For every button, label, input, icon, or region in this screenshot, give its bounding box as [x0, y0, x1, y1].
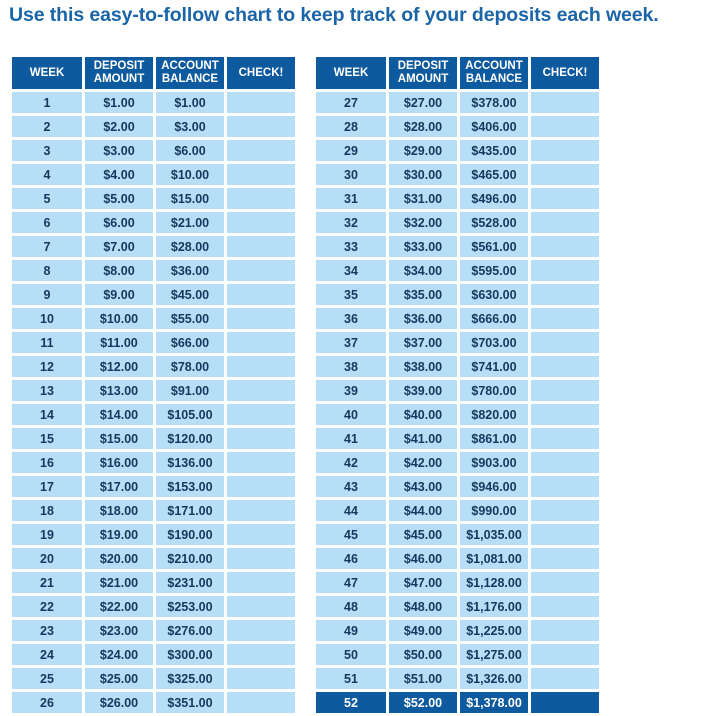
check-cell[interactable]	[227, 140, 295, 161]
week-cell: 24	[12, 644, 82, 665]
account-balance-cell: $406.00	[460, 116, 528, 137]
week-cell: 40	[316, 404, 386, 425]
table-row	[316, 644, 599, 665]
check-cell[interactable]	[531, 380, 599, 401]
deposit-amount-cell: $15.00	[85, 428, 153, 449]
deposit-amount-cell: $42.00	[389, 452, 457, 473]
account-balance-cell: $231.00	[156, 572, 224, 593]
account-balance-cell: $171.00	[156, 500, 224, 521]
week-cell: 45	[316, 524, 386, 545]
account-balance-cell: $703.00	[460, 332, 528, 353]
week-cell: 33	[316, 236, 386, 257]
deposit-amount-cell: $7.00	[85, 236, 153, 257]
table-row	[316, 164, 599, 185]
check-cell[interactable]	[531, 452, 599, 473]
week-cell: 2	[12, 116, 82, 137]
check-cell[interactable]	[227, 692, 295, 713]
table-header-row	[12, 57, 295, 89]
table-row	[12, 212, 295, 233]
check-column-header: CHECK!	[531, 57, 599, 89]
table-row	[12, 260, 295, 281]
check-cell[interactable]	[531, 644, 599, 665]
check-cell[interactable]	[531, 308, 599, 329]
week-cell: 48	[316, 596, 386, 617]
week-cell: 1	[12, 92, 82, 113]
account-balance-cell: $378.00	[460, 92, 528, 113]
table-row	[316, 500, 599, 521]
table-row	[316, 140, 599, 161]
deposit-amount-cell: $40.00	[389, 404, 457, 425]
table-row	[12, 428, 295, 449]
table-row	[316, 332, 599, 353]
table-row	[12, 476, 295, 497]
account-balance-cell: $136.00	[156, 452, 224, 473]
week-cell: 18	[12, 500, 82, 521]
deposit-amount-cell: $45.00	[389, 524, 457, 545]
account-balance-cell: $435.00	[460, 140, 528, 161]
table-header-row	[316, 57, 599, 89]
deposit-amount-cell: $52.00	[389, 692, 457, 713]
check-cell[interactable]	[227, 188, 295, 209]
account-balance-cell: $36.00	[156, 260, 224, 281]
week-cell: 13	[12, 380, 82, 401]
week-cell: 15	[12, 428, 82, 449]
account-balance-cell: $465.00	[460, 164, 528, 185]
check-cell[interactable]	[531, 548, 599, 569]
account-balance-cell: $528.00	[460, 212, 528, 233]
check-cell[interactable]	[531, 524, 599, 545]
check-cell[interactable]	[227, 356, 295, 377]
check-cell[interactable]	[227, 524, 295, 545]
week-cell: 31	[316, 188, 386, 209]
week-cell: 30	[316, 164, 386, 185]
check-cell[interactable]	[531, 236, 599, 257]
table-row	[12, 548, 295, 569]
week-cell: 20	[12, 548, 82, 569]
account-balance-cell: $351.00	[156, 692, 224, 713]
deposit-amount-cell: $8.00	[85, 260, 153, 281]
table-row	[12, 500, 295, 521]
deposit-amount-cell: $50.00	[389, 644, 457, 665]
account-balance-cell: $210.00	[156, 548, 224, 569]
table-row	[316, 116, 599, 137]
table-row	[12, 116, 295, 137]
check-cell[interactable]	[531, 596, 599, 617]
deposit-amount-cell: $22.00	[85, 596, 153, 617]
account-balance-column-header	[156, 57, 224, 89]
week-cell: 50	[316, 644, 386, 665]
check-cell[interactable]	[531, 428, 599, 449]
check-cell[interactable]	[531, 476, 599, 497]
account-balance-cell: $1.00	[156, 92, 224, 113]
account-balance-cell: $1,275.00	[460, 644, 528, 665]
check-cell[interactable]	[531, 572, 599, 593]
account-balance-cell: $153.00	[156, 476, 224, 497]
week-cell: 22	[12, 596, 82, 617]
deposit-amount-cell: $35.00	[389, 284, 457, 305]
balance-header-line2: BALANCE	[161, 73, 219, 85]
deposit-amount-cell: $44.00	[389, 500, 457, 521]
deposit-amount-cell: $36.00	[389, 308, 457, 329]
account-balance-cell: $1,176.00	[460, 596, 528, 617]
week-cell: 46	[316, 548, 386, 569]
account-balance-cell: $325.00	[156, 668, 224, 689]
week-cell: 7	[12, 236, 82, 257]
deposit-amount-cell: $20.00	[85, 548, 153, 569]
week-cell: 49	[316, 620, 386, 641]
deposit-amount-cell: $31.00	[389, 188, 457, 209]
table-row	[12, 404, 295, 425]
week-cell: 11	[12, 332, 82, 353]
week-cell: 41	[316, 428, 386, 449]
table-row	[316, 524, 599, 545]
check-cell[interactable]	[227, 284, 295, 305]
deposit-amount-cell: $37.00	[389, 332, 457, 353]
table-row	[316, 404, 599, 425]
table-row	[12, 236, 295, 257]
deposit-amount-cell: $46.00	[389, 548, 457, 569]
account-balance-cell: $666.00	[460, 308, 528, 329]
deposit-amount-cell: $27.00	[389, 92, 457, 113]
account-balance-cell: $630.00	[460, 284, 528, 305]
table-row	[316, 668, 599, 689]
check-cell[interactable]	[531, 140, 599, 161]
account-balance-cell: $300.00	[156, 644, 224, 665]
check-cell[interactable]	[227, 332, 295, 353]
account-balance-cell: $45.00	[156, 284, 224, 305]
table-row	[12, 644, 295, 665]
check-cell[interactable]	[531, 332, 599, 353]
table-row	[12, 380, 295, 401]
table-row	[12, 332, 295, 353]
week-cell: 8	[12, 260, 82, 281]
check-cell[interactable]	[227, 596, 295, 617]
deposit-header-line2: AMOUNT	[93, 73, 145, 85]
table-row	[316, 572, 599, 593]
deposit-table-weeks-27-52	[313, 54, 602, 716]
deposit-header-line1: DEPOSIT	[397, 60, 449, 72]
deposit-amount-cell: $26.00	[85, 692, 153, 713]
account-balance-cell: $741.00	[460, 356, 528, 377]
check-cell[interactable]	[227, 644, 295, 665]
check-cell[interactable]	[531, 356, 599, 377]
week-cell: 19	[12, 524, 82, 545]
deposit-amount-cell: $24.00	[85, 644, 153, 665]
week-cell: 44	[316, 500, 386, 521]
week-cell: 34	[316, 260, 386, 281]
deposit-amount-cell: $12.00	[85, 356, 153, 377]
table-row	[12, 524, 295, 545]
deposit-amount-cell: $41.00	[389, 428, 457, 449]
check-cell[interactable]	[531, 668, 599, 689]
check-cell[interactable]	[531, 620, 599, 641]
check-cell[interactable]	[227, 164, 295, 185]
table-row	[316, 548, 599, 569]
check-cell[interactable]	[227, 260, 295, 281]
balance-header-line1: ACCOUNT	[161, 60, 219, 72]
account-balance-cell: $1,035.00	[460, 524, 528, 545]
account-balance-cell: $55.00	[156, 308, 224, 329]
check-cell[interactable]	[531, 404, 599, 425]
account-balance-cell: $820.00	[460, 404, 528, 425]
account-balance-cell: $190.00	[156, 524, 224, 545]
week-cell: 9	[12, 284, 82, 305]
deposit-amount-cell: $38.00	[389, 356, 457, 377]
check-cell[interactable]	[531, 692, 599, 713]
account-balance-cell: $561.00	[460, 236, 528, 257]
deposit-amount-cell: $30.00	[389, 164, 457, 185]
week-cell: 35	[316, 284, 386, 305]
deposit-amount-cell: $10.00	[85, 308, 153, 329]
table-row	[316, 92, 599, 113]
week-cell: 16	[12, 452, 82, 473]
week-column-header: WEEK	[12, 57, 82, 89]
check-cell[interactable]	[227, 620, 295, 641]
deposit-amount-cell: $43.00	[389, 476, 457, 497]
account-balance-cell: $946.00	[460, 476, 528, 497]
table-row	[12, 140, 295, 161]
deposit-amount-cell: $4.00	[85, 164, 153, 185]
account-balance-cell: $1,128.00	[460, 572, 528, 593]
account-balance-cell: $861.00	[460, 428, 528, 449]
table-row	[316, 212, 599, 233]
deposit-amount-cell: $47.00	[389, 572, 457, 593]
deposit-amount-cell: $1.00	[85, 92, 153, 113]
deposit-amount-cell: $16.00	[85, 452, 153, 473]
week-cell: 3	[12, 140, 82, 161]
account-balance-cell: $903.00	[460, 452, 528, 473]
balance-header-line2: BALANCE	[465, 73, 523, 85]
deposit-header-line1: DEPOSIT	[93, 60, 145, 72]
account-balance-cell: $780.00	[460, 380, 528, 401]
table-row	[316, 188, 599, 209]
week-column-header: WEEK	[316, 57, 386, 89]
check-cell[interactable]	[227, 668, 295, 689]
account-balance-column-header	[460, 57, 528, 89]
table-row	[12, 164, 295, 185]
table-row	[316, 260, 599, 281]
deposit-amount-cell: $6.00	[85, 212, 153, 233]
deposit-amount-cell: $34.00	[389, 260, 457, 281]
week-cell: 28	[316, 116, 386, 137]
week-cell: 47	[316, 572, 386, 593]
table-row	[12, 188, 295, 209]
account-balance-cell: $3.00	[156, 116, 224, 137]
week-cell: 36	[316, 308, 386, 329]
table-row	[12, 620, 295, 641]
check-cell[interactable]	[227, 236, 295, 257]
table-row	[12, 356, 295, 377]
table-row	[12, 284, 295, 305]
week-cell: 21	[12, 572, 82, 593]
account-balance-cell: $15.00	[156, 188, 224, 209]
check-cell[interactable]	[227, 212, 295, 233]
account-balance-cell: $21.00	[156, 212, 224, 233]
deposit-amount-cell: $17.00	[85, 476, 153, 497]
table-row	[316, 452, 599, 473]
check-cell[interactable]	[227, 500, 295, 521]
check-cell[interactable]	[227, 308, 295, 329]
deposit-amount-cell: $29.00	[389, 140, 457, 161]
table-row	[316, 620, 599, 641]
account-balance-cell: $1,081.00	[460, 548, 528, 569]
table-row	[316, 308, 599, 329]
check-cell[interactable]	[531, 284, 599, 305]
deposit-amount-column-header	[85, 57, 153, 89]
account-balance-cell: $253.00	[156, 596, 224, 617]
check-cell[interactable]	[531, 188, 599, 209]
week-cell: 32	[316, 212, 386, 233]
table-row	[12, 452, 295, 473]
week-cell: 51	[316, 668, 386, 689]
check-cell[interactable]	[227, 428, 295, 449]
table-row	[316, 692, 599, 713]
account-balance-cell: $120.00	[156, 428, 224, 449]
deposit-amount-cell: $33.00	[389, 236, 457, 257]
table-row	[316, 476, 599, 497]
check-cell[interactable]	[531, 116, 599, 137]
deposit-amount-cell: $28.00	[389, 116, 457, 137]
deposit-amount-cell: $13.00	[85, 380, 153, 401]
week-cell: 25	[12, 668, 82, 689]
table-row	[12, 596, 295, 617]
check-cell[interactable]	[227, 572, 295, 593]
week-cell: 6	[12, 212, 82, 233]
account-balance-cell: $10.00	[156, 164, 224, 185]
account-balance-cell: $496.00	[460, 188, 528, 209]
deposit-amount-cell: $3.00	[85, 140, 153, 161]
page-title: Use this easy-to-follow chart to keep track of your deposits each week.	[9, 4, 659, 26]
table-row	[316, 380, 599, 401]
table-row	[12, 308, 295, 329]
check-cell[interactable]	[531, 500, 599, 521]
check-cell[interactable]	[227, 380, 295, 401]
check-cell[interactable]	[227, 452, 295, 473]
check-cell[interactable]	[227, 548, 295, 569]
account-balance-cell: $91.00	[156, 380, 224, 401]
account-balance-cell: $28.00	[156, 236, 224, 257]
check-cell[interactable]	[227, 92, 295, 113]
week-cell: 43	[316, 476, 386, 497]
deposit-amount-cell: $25.00	[85, 668, 153, 689]
account-balance-cell: $6.00	[156, 140, 224, 161]
week-cell: 5	[12, 188, 82, 209]
week-cell: 4	[12, 164, 82, 185]
week-cell: 29	[316, 140, 386, 161]
deposit-amount-cell: $14.00	[85, 404, 153, 425]
account-balance-cell: $1,326.00	[460, 668, 528, 689]
table-row	[12, 692, 295, 713]
check-cell[interactable]	[531, 92, 599, 113]
check-cell[interactable]	[531, 212, 599, 233]
deposit-table-weeks-1-26	[9, 54, 298, 716]
deposit-amount-cell: $9.00	[85, 284, 153, 305]
account-balance-cell: $105.00	[156, 404, 224, 425]
week-cell: 10	[12, 308, 82, 329]
deposit-amount-cell: $23.00	[85, 620, 153, 641]
deposit-amount-cell: $48.00	[389, 596, 457, 617]
week-cell: 14	[12, 404, 82, 425]
week-cell: 23	[12, 620, 82, 641]
account-balance-cell: $78.00	[156, 356, 224, 377]
account-balance-cell: $66.00	[156, 332, 224, 353]
table-row	[316, 236, 599, 257]
account-balance-cell: $1,378.00	[460, 692, 528, 713]
deposit-amount-cell: $19.00	[85, 524, 153, 545]
week-cell: 12	[12, 356, 82, 377]
table-row	[12, 668, 295, 689]
account-balance-cell: $595.00	[460, 260, 528, 281]
deposit-amount-cell: $2.00	[85, 116, 153, 137]
account-balance-cell: $1,225.00	[460, 620, 528, 641]
table-row	[316, 356, 599, 377]
week-cell: 39	[316, 380, 386, 401]
deposit-amount-cell: $32.00	[389, 212, 457, 233]
balance-header-line1: ACCOUNT	[465, 60, 523, 72]
week-cell: 37	[316, 332, 386, 353]
table-row	[12, 572, 295, 593]
check-cell[interactable]	[227, 476, 295, 497]
deposit-amount-cell: $21.00	[85, 572, 153, 593]
week-cell: 42	[316, 452, 386, 473]
week-cell: 38	[316, 356, 386, 377]
account-balance-cell: $276.00	[156, 620, 224, 641]
table-row	[316, 428, 599, 449]
table-row	[12, 92, 295, 113]
deposit-amount-cell: $11.00	[85, 332, 153, 353]
check-cell[interactable]	[227, 404, 295, 425]
week-cell: 26	[12, 692, 82, 713]
deposit-amount-cell: $39.00	[389, 380, 457, 401]
check-cell[interactable]	[531, 164, 599, 185]
deposit-amount-cell: $18.00	[85, 500, 153, 521]
check-cell[interactable]	[531, 260, 599, 281]
deposit-amount-cell: $51.00	[389, 668, 457, 689]
table-row	[316, 596, 599, 617]
account-balance-cell: $990.00	[460, 500, 528, 521]
table-row	[316, 284, 599, 305]
check-column-header: CHECK!	[227, 57, 295, 89]
week-cell: 27	[316, 92, 386, 113]
deposit-amount-cell: $5.00	[85, 188, 153, 209]
deposit-header-line2: AMOUNT	[397, 73, 449, 85]
week-cell: 17	[12, 476, 82, 497]
check-cell[interactable]	[227, 116, 295, 137]
deposit-amount-column-header	[389, 57, 457, 89]
deposit-amount-cell: $49.00	[389, 620, 457, 641]
week-cell: 52	[316, 692, 386, 713]
